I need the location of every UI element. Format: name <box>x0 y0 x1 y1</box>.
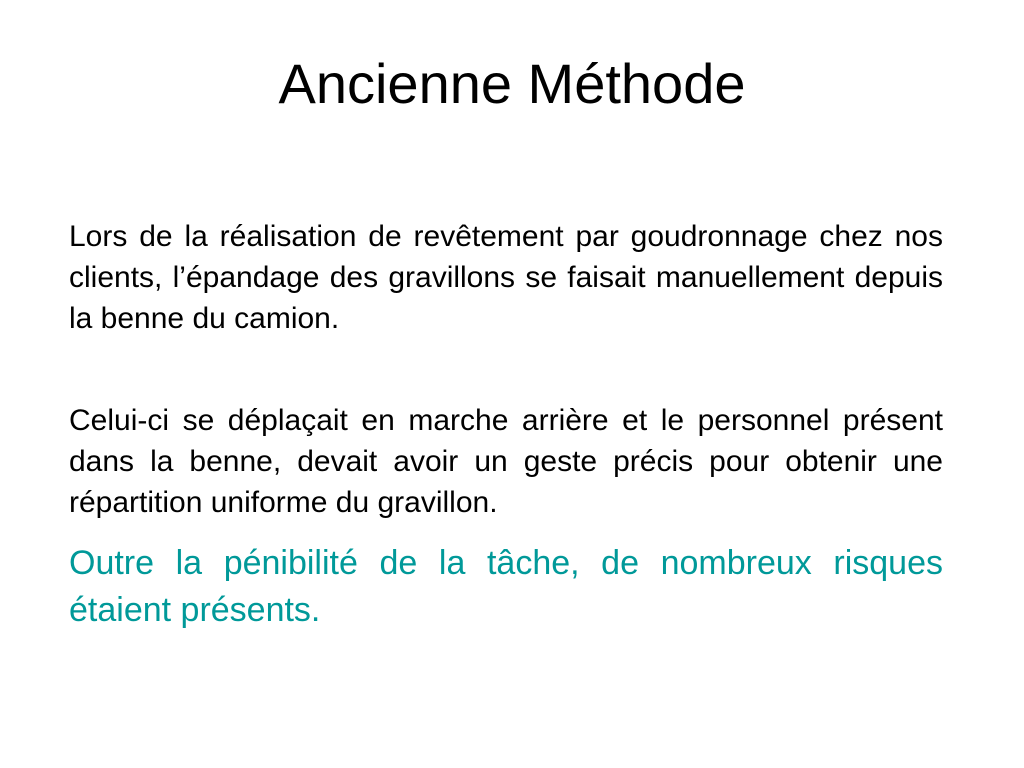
slide-title: Ancienne Méthode <box>278 52 746 115</box>
paragraph-1: Lors de la réalisation de revêtement par goudronnage chez nos clients, l’épandage des gravillons se faisait manuellement depuis la benne du camion. <box>69 220 943 335</box>
highlight-paragraph: Outre la pénibilité de la tâche, de nombreux risques étaient présents. <box>69 544 943 629</box>
paragraph-2: Celui-ci se déplaçait en marche arrière et le personnel présent dans la benne, devait avoir un geste précis pour obtenir une répartition uniforme du gravillon. <box>69 404 943 519</box>
